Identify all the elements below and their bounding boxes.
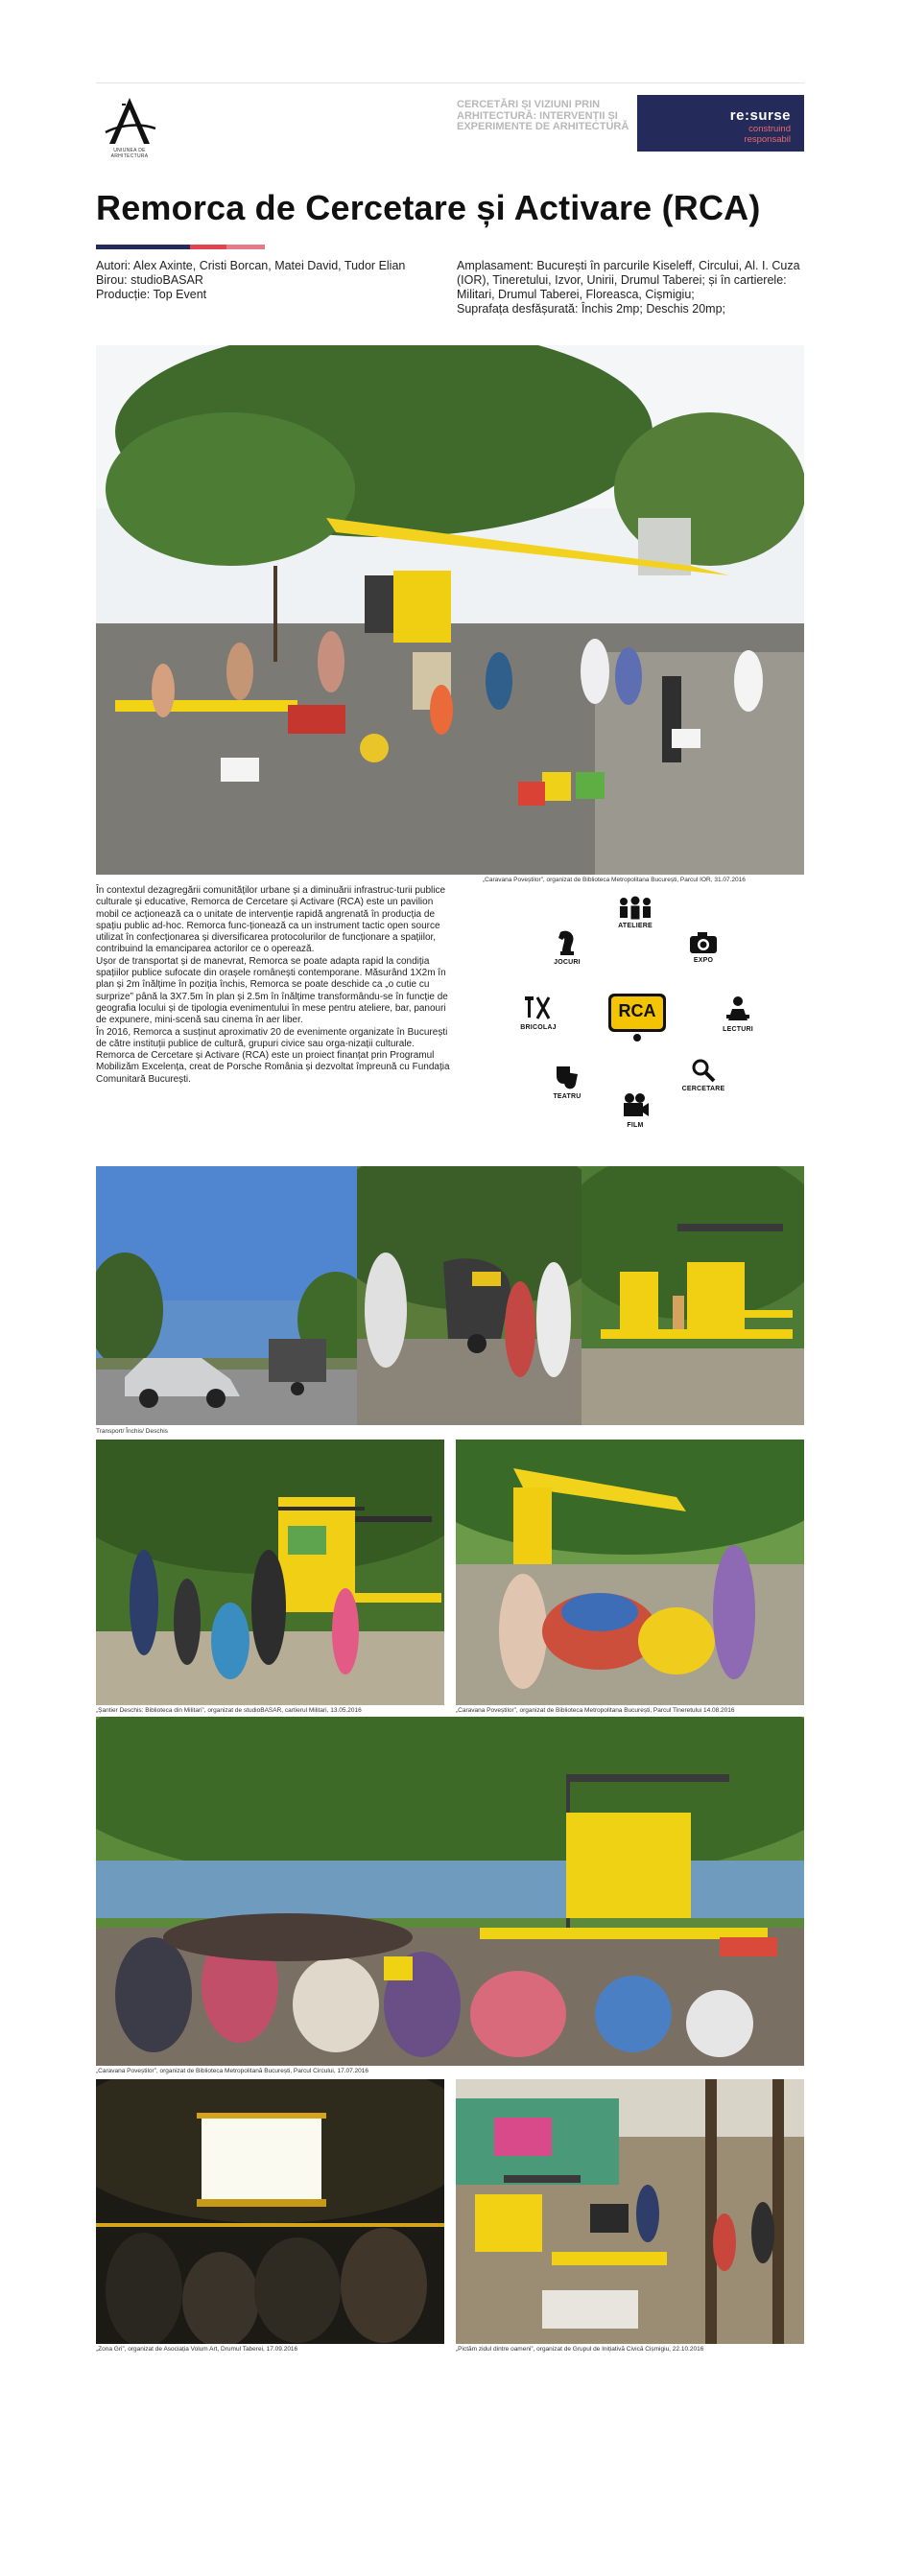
activity-bricolaj xyxy=(505,994,572,1031)
activity-cercetare xyxy=(670,1057,737,1092)
main-photo-caption: „Caravana Poveștilor”, organizat de Biblioteca Metropolitana București, Parcul IOR, 31.07.2016 xyxy=(483,877,746,883)
activity-expo xyxy=(670,930,737,964)
caravana-circului-caption: „Caravana Poveștilor”, organizat de Biblioteca Metropolitană București, Parcul Circului, 17.07.2016 xyxy=(96,2068,368,2074)
pictam-zidul-photo xyxy=(456,2079,804,2344)
body-text xyxy=(96,885,453,1086)
brand-tagline-line1: construind xyxy=(748,124,791,134)
open-trailer-photo xyxy=(582,1166,804,1425)
camera-icon xyxy=(688,930,719,955)
title-bar-navy xyxy=(96,245,190,249)
authors-line: Autori: Alex Axinte, Cristi Borcan, Matei David, Tudor Elian xyxy=(96,259,406,272)
location-block xyxy=(457,259,804,316)
activity-label-teatru: TEATRU xyxy=(553,1093,582,1100)
zona-gri-caption: „Zona Gri”, organizat de Asociația Volum Art, Drumul Taberei, 17.09.2016 xyxy=(96,2346,298,2353)
activity-film xyxy=(602,1091,669,1129)
reader-icon xyxy=(723,995,753,1024)
transport-photo xyxy=(96,1166,357,1425)
credits-block xyxy=(96,259,441,302)
activity-lecturi xyxy=(704,995,771,1033)
area-text: Suprafața desfășurată: Închis 2mp; Deschis 20mp; xyxy=(457,302,726,316)
location-text: Amplasament: București în parcurile Kiseleff, Circului, Al. I. Cuza (IOR), Tineretului, Izvor, Unirii, Drumul Taberei; și în cartierele: Militari, Drumul Taberei, Floreasca, Cișmigiu; xyxy=(457,259,800,301)
santier-caption: „Șantier Deschis: Biblioteca din Militari”, organizat de studioBASAR, cartierul Militari, 13.05.2016 xyxy=(96,1707,362,1714)
santier-photo xyxy=(96,1440,444,1705)
top-divider xyxy=(96,82,804,83)
page-title: Remorca de Cercetare și Activare (RCA) xyxy=(96,188,761,227)
body-paragraph-3: În 2016, Remorca a susținut aproximativ 20 de evenimente organizate în București de către instituții publice de cultură, grupuri civice sau orga-nizații culturale. Remorca de Cercetare și Activare (RCA) este un proiect finanțat prin Programul Mobilizăm Excelența, creat de Porsche România și dezvoltat împreună cu Fundația Comunitară București. xyxy=(96,1026,450,1085)
rca-center-label: RCA xyxy=(618,1001,656,1020)
pictam-zidul-caption: „Pictăm zidul dintre oameni”, organizat de Grupul de Inițiativă Civică Cișmigiu, 22.10.2016 xyxy=(456,2346,704,2353)
brand-name: re:surse xyxy=(729,107,791,124)
magnifier-icon xyxy=(690,1057,717,1084)
brand-box xyxy=(637,95,804,152)
film-camera-icon xyxy=(620,1091,651,1120)
body-paragraph-2: Ușor de transportat și de manevrat, Remorca se poate adapta rapid la condiția spațiilor publice sufocate din orașele românești contemporane. Măsurând 1X2m în plan și 2m înălțime în poziția închis, Remorca se poate deschide ca „o cutie cu surprize” până la 3X7.5m în plan și 2.5m în înălțime transformându-se în funcție de geografia locului și de tipologia evenimentului în mese pentru ateliere, bar, panouri de expunere, mini-scenă sau cinema în aer liber. xyxy=(96,955,448,1026)
caravana-circului-photo xyxy=(96,1717,804,2066)
closed-trailer-photo xyxy=(357,1166,582,1425)
activity-label-film: FILM xyxy=(627,1122,644,1129)
brand-tagline xyxy=(744,124,791,145)
title-bar-pink xyxy=(226,245,265,249)
group-people-icon xyxy=(616,896,654,921)
zona-gri-photo xyxy=(96,2079,444,2344)
association-logo xyxy=(96,96,163,155)
activity-teatru xyxy=(534,1063,601,1100)
activities-diagram xyxy=(499,896,787,1147)
transport-caption: Transport/ Închis/ Deschis xyxy=(96,1428,168,1435)
rca-center-badge xyxy=(606,992,668,1043)
brand-tagline-line2: responsabil xyxy=(744,134,791,145)
body-paragraph-1: În contextul dezagregării comunităților urbane și a diminuării infrastruc-turii publice culturale și educative, Remorca de Cercetare și Activare (RCA) este un pavilion mobil ce acționează ca o unitate de intervenție rapidă angrenată în producția de spațiu public ad-hoc. Remorca func-ționează ca un instrument tactic open source utilizat în confecționarea și diversificarea protocolurilor de funcționare a spațiilor, contribuind la emanciparea actorilor ce o operează. xyxy=(96,885,446,955)
activity-label-bricolaj: BRICOLAJ xyxy=(520,1024,557,1031)
chess-knight-icon xyxy=(555,928,580,957)
logo-caption: UNIUNEA DE ARHITECTURA xyxy=(110,148,149,159)
caravana-tineretului-caption: „Caravana Poveștilor”, organizat de Biblioteca Metropolitana București, Parcul Tineretului 14.08.2016 xyxy=(456,1707,735,1714)
tools-icon xyxy=(524,994,553,1022)
activity-ateliere xyxy=(602,896,669,929)
activity-label-expo: EXPO xyxy=(693,957,714,964)
activity-label-jocuri: JOCURI xyxy=(554,959,581,966)
title-bar-red xyxy=(190,245,226,249)
logo-a-icon xyxy=(96,96,163,146)
theater-masks-icon xyxy=(553,1063,582,1091)
main-photo xyxy=(96,345,804,875)
office-line: Birou: studioBASAR xyxy=(96,273,203,287)
activity-label-cercetare: CERCETARE xyxy=(681,1086,725,1092)
production-line: Producție: Top Event xyxy=(96,288,207,301)
caravana-tineretului-photo xyxy=(456,1440,804,1705)
series-title: CERCETĂRI ȘI VIZIUNI PRIN ARHITECTURĂ: INTERVENȚII ȘI EXPERIMENTE DE ARHITECTURĂ xyxy=(457,99,629,132)
activity-label-ateliere: ATELIERE xyxy=(618,923,653,929)
activity-label-lecturi: LECTURI xyxy=(723,1026,753,1033)
activity-jocuri xyxy=(534,928,601,966)
